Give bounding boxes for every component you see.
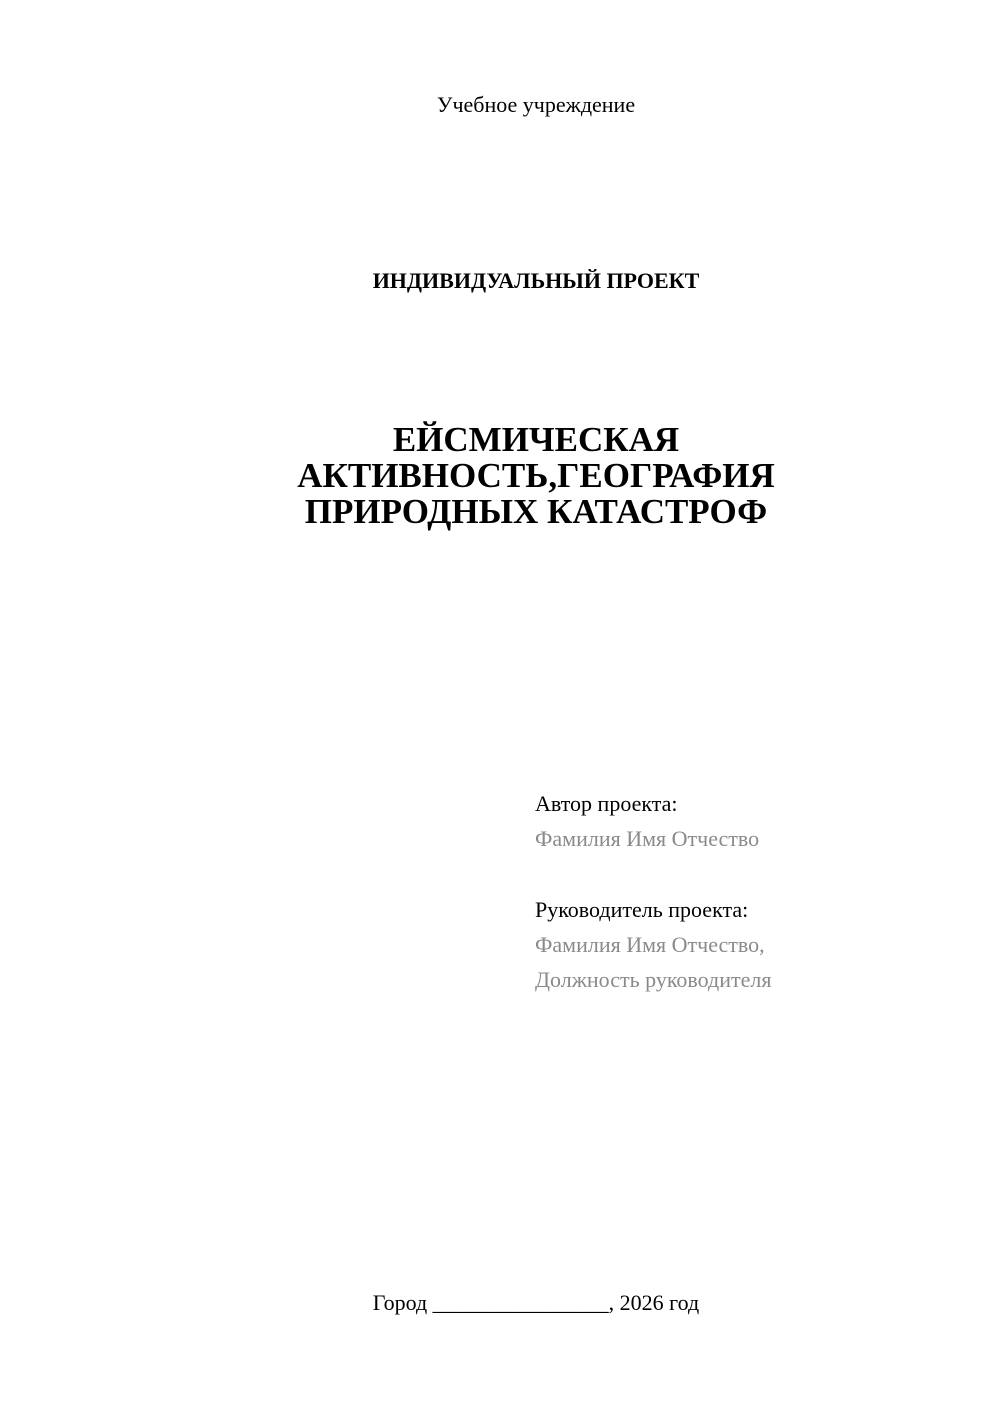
- author-label: Автор проекта:: [535, 791, 678, 816]
- authors-block: [535, 786, 771, 997]
- project-title-line-3: ПРИРОДНЫХ КАТАСТРОФ: [304, 492, 768, 531]
- city-year-footer: Город ________________, 2026 год: [372, 1290, 700, 1315]
- supervisor-name: Фамилия Имя Отчество,: [535, 932, 765, 957]
- document-type: ИНДИВИДУАЛЬНЫЙ ПРОЕКТ: [372, 268, 700, 293]
- supervisor-position: Должность руководителя: [535, 967, 772, 992]
- project-title-line-1: ЕЙСМИЧЕСКАЯ: [392, 420, 680, 459]
- institution-name: Учебное учреждение: [436, 92, 636, 117]
- project-title: [0, 422, 1000, 530]
- project-title-line-2: АКТИВНОСТЬ,ГЕОГРАФИЯ: [297, 456, 775, 495]
- author-name: Фамилия Имя Отчество: [535, 826, 760, 851]
- supervisor-label: Руководитель проекта:: [535, 897, 749, 922]
- spacer: [535, 856, 771, 892]
